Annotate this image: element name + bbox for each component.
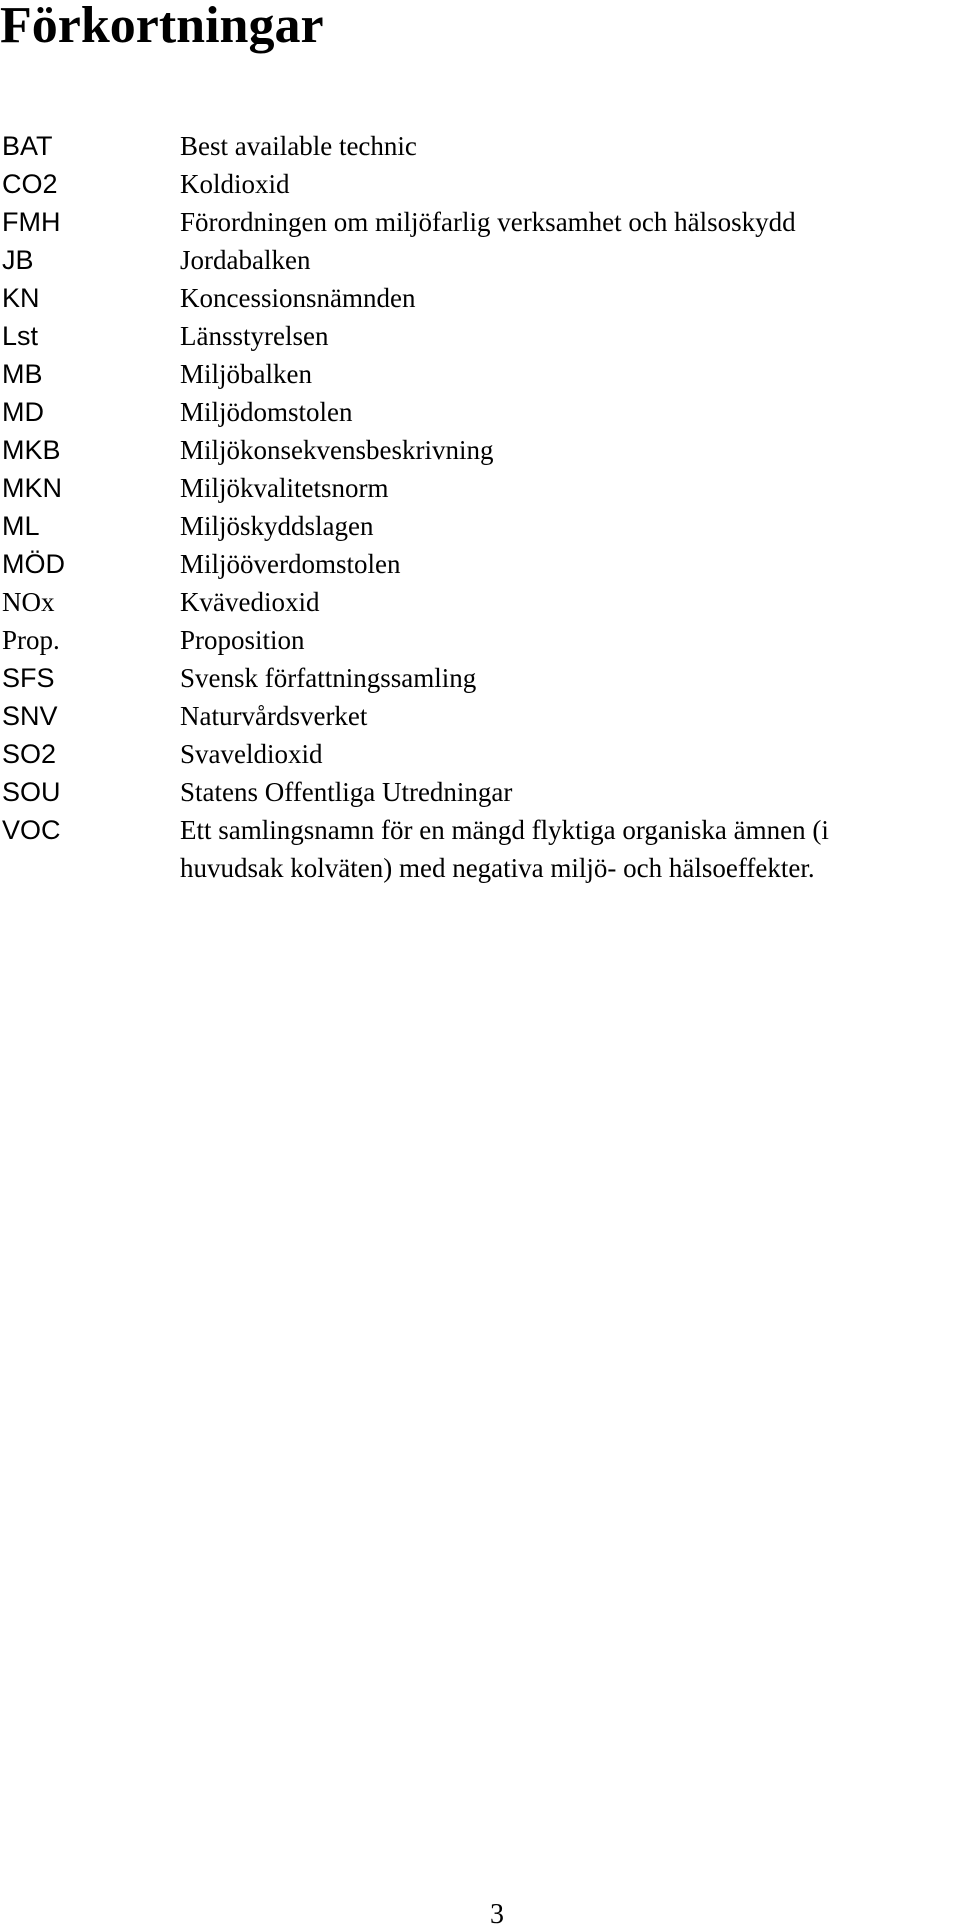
abbreviation-meaning: Miljööverdomstolen [180,549,401,579]
list-item [0,507,960,545]
abbreviation-meaning: Proposition [180,625,305,655]
list-item [0,241,960,279]
abbreviation: JB [2,245,34,275]
abbreviation: MÖD [2,549,65,579]
list-item [0,545,960,583]
abbreviation-meaning [180,811,960,887]
list-item [0,393,960,431]
abbreviation: CO2 [2,169,58,199]
list-item [0,697,960,735]
abbreviation-meaning: Kvävedioxid [180,587,320,617]
abbreviation: SFS [2,663,55,693]
list-item [0,279,960,317]
list-item [0,659,960,697]
list-item [0,583,960,621]
abbreviation-meaning: Miljöbalken [180,359,312,389]
list-item [0,355,960,393]
abbreviation-meaning: Koncessionsnämnden [180,283,416,313]
abbreviation-meaning: Miljöskyddslagen [180,511,374,541]
abbreviation: Prop. [2,625,60,655]
abbreviation-meaning: Miljökonsekvensbeskrivning [180,435,494,465]
list-item [0,203,960,241]
abbreviation-meaning: Statens Offentliga Utredningar [180,777,513,807]
abbreviation-meaning: Länsstyrelsen [180,321,329,351]
abbreviation: FMH [2,207,61,237]
list-item [0,621,960,659]
abbreviation-meaning-line: huvudsak kolväten) med negativa miljö- och hälsoeffekter. [180,853,815,883]
abbreviation-meaning: Svensk författningssamling [180,663,477,693]
abbreviation-list [0,127,960,887]
abbreviation-meaning: Best available technic [180,131,417,161]
list-item [0,735,960,773]
abbreviation: BAT [2,131,53,161]
abbreviation-meaning: Miljödomstolen [180,397,353,427]
list-item [0,317,960,355]
page-title: Förkortningar [0,0,324,54]
abbreviation-meaning: Jordabalken [180,245,311,275]
abbreviation: ML [2,511,40,541]
page-number: 3 [490,1899,504,1930]
abbreviation-meaning: Svaveldioxid [180,739,323,769]
abbreviation-meaning-line: Ett samlingsnamn för en mängd flyktiga organiska ämnen (i [180,815,829,845]
abbreviation-meaning: Förordningen om miljöfarlig verksamhet och hälsoskydd [180,207,796,237]
abbreviation: MKB [2,435,61,465]
list-item [0,431,960,469]
list-item [0,811,960,887]
abbreviation-meaning: Koldioxid [180,169,290,199]
abbreviation: VOC [2,815,61,845]
abbreviation: MKN [2,473,62,503]
abbreviation: MD [2,397,44,427]
abbreviation: SO2 [2,739,57,769]
list-item [0,773,960,811]
abbreviation-meaning: Naturvårdsverket [180,701,368,731]
abbreviation: KN [2,283,40,313]
list-item [0,165,960,203]
abbreviation: MB [2,359,43,389]
abbreviation-meaning: Miljökvalitetsnorm [180,473,389,503]
abbreviation: SOU [2,777,61,807]
abbreviation: NOx [2,587,55,617]
abbreviation: SNV [2,701,58,731]
abbreviation: Lst [2,321,39,351]
list-item [0,127,960,165]
list-item [0,469,960,507]
